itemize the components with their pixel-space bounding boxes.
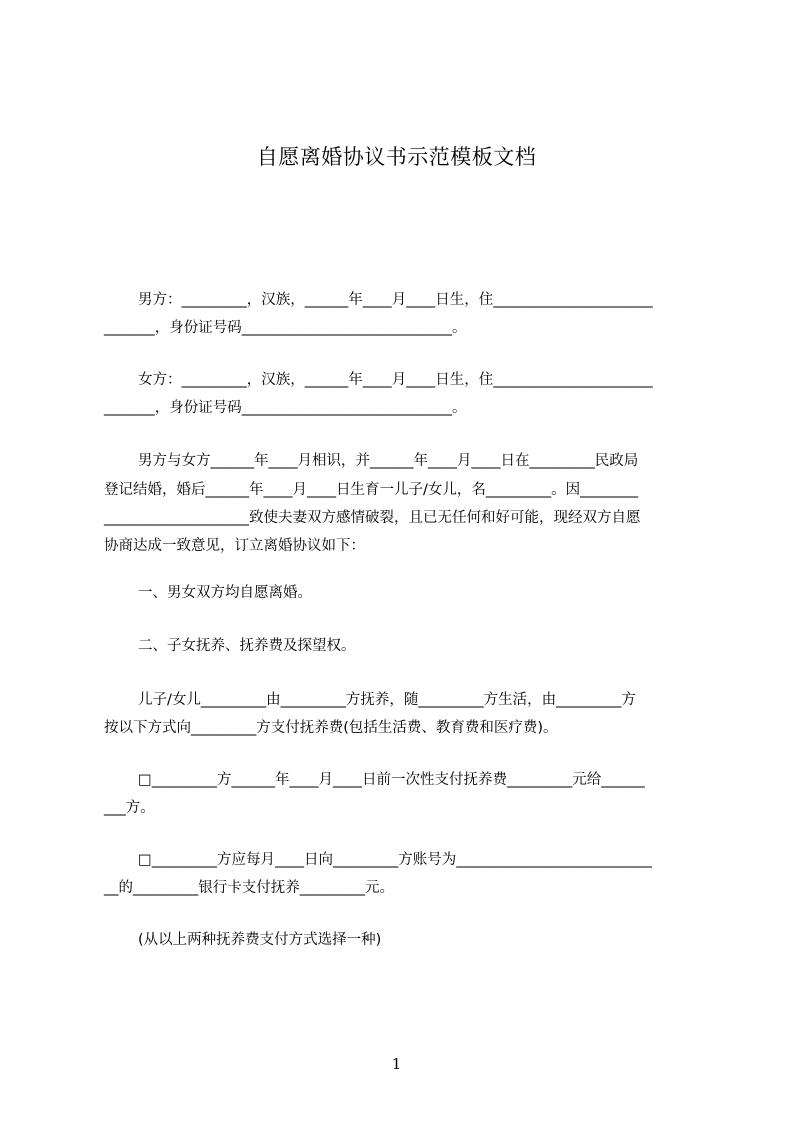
payment-choice-note: (从以上两种抚养费支付方式选择一种) (138, 932, 382, 948)
female-party-id-line: _______，身份证号码_____________________________。 (104, 400, 467, 416)
custody-line-1: 儿子/女儿_________由_________方抚养，随_________方生活，由_________方 (138, 692, 636, 708)
female-party-line: 女方：_________，汉族，______年____月____日生，住______________________ (138, 372, 653, 388)
marriage-paragraph-line-1: 男方与女方______年____月相识，并______年____月____日在_________民政局 (138, 453, 639, 469)
male-party-line: 男方：_________，汉族，______年____月____日生，住______________________ (138, 292, 653, 308)
document-title: 自愿离婚协议书示范模板文档 (256, 145, 537, 169)
page-number: 1 (391, 1055, 402, 1073)
payment-option-2-line-2: __的_________银行卡支付抚养_________元。 (104, 880, 394, 896)
clause-2-heading: 二、子女抚养、抚养费及探望权。 (138, 638, 356, 654)
payment-option-2-line-1: □_________方应每月____日向_________方账号为___________________________ (138, 852, 652, 868)
male-party-id-line: _______，身份证号码_____________________________。 (104, 320, 467, 336)
custody-line-2: 按以下方式向_________方支付抚养费(包括生活费、教育费和医疗费)。 (104, 720, 558, 736)
payment-option-1-line-1: □_________方______年____月____日前一次性支付抚养费_________元给______ (138, 772, 645, 788)
marriage-paragraph-line-3: ____________________致使夫妻双方感情破裂，且已无任何和好可能，现经双方自愿 (104, 510, 641, 526)
marriage-paragraph-line-4: 协商达成一致意见，订立离婚协议如下： (104, 538, 365, 554)
marriage-paragraph-line-2: 登记结婚，婚后______年____月____日生育一儿子/女儿，名_________。因________ (104, 482, 639, 498)
clause-1: 一、男女双方均自愿离婚。 (138, 585, 312, 601)
payment-option-1-line-2: ___方。 (104, 800, 155, 816)
